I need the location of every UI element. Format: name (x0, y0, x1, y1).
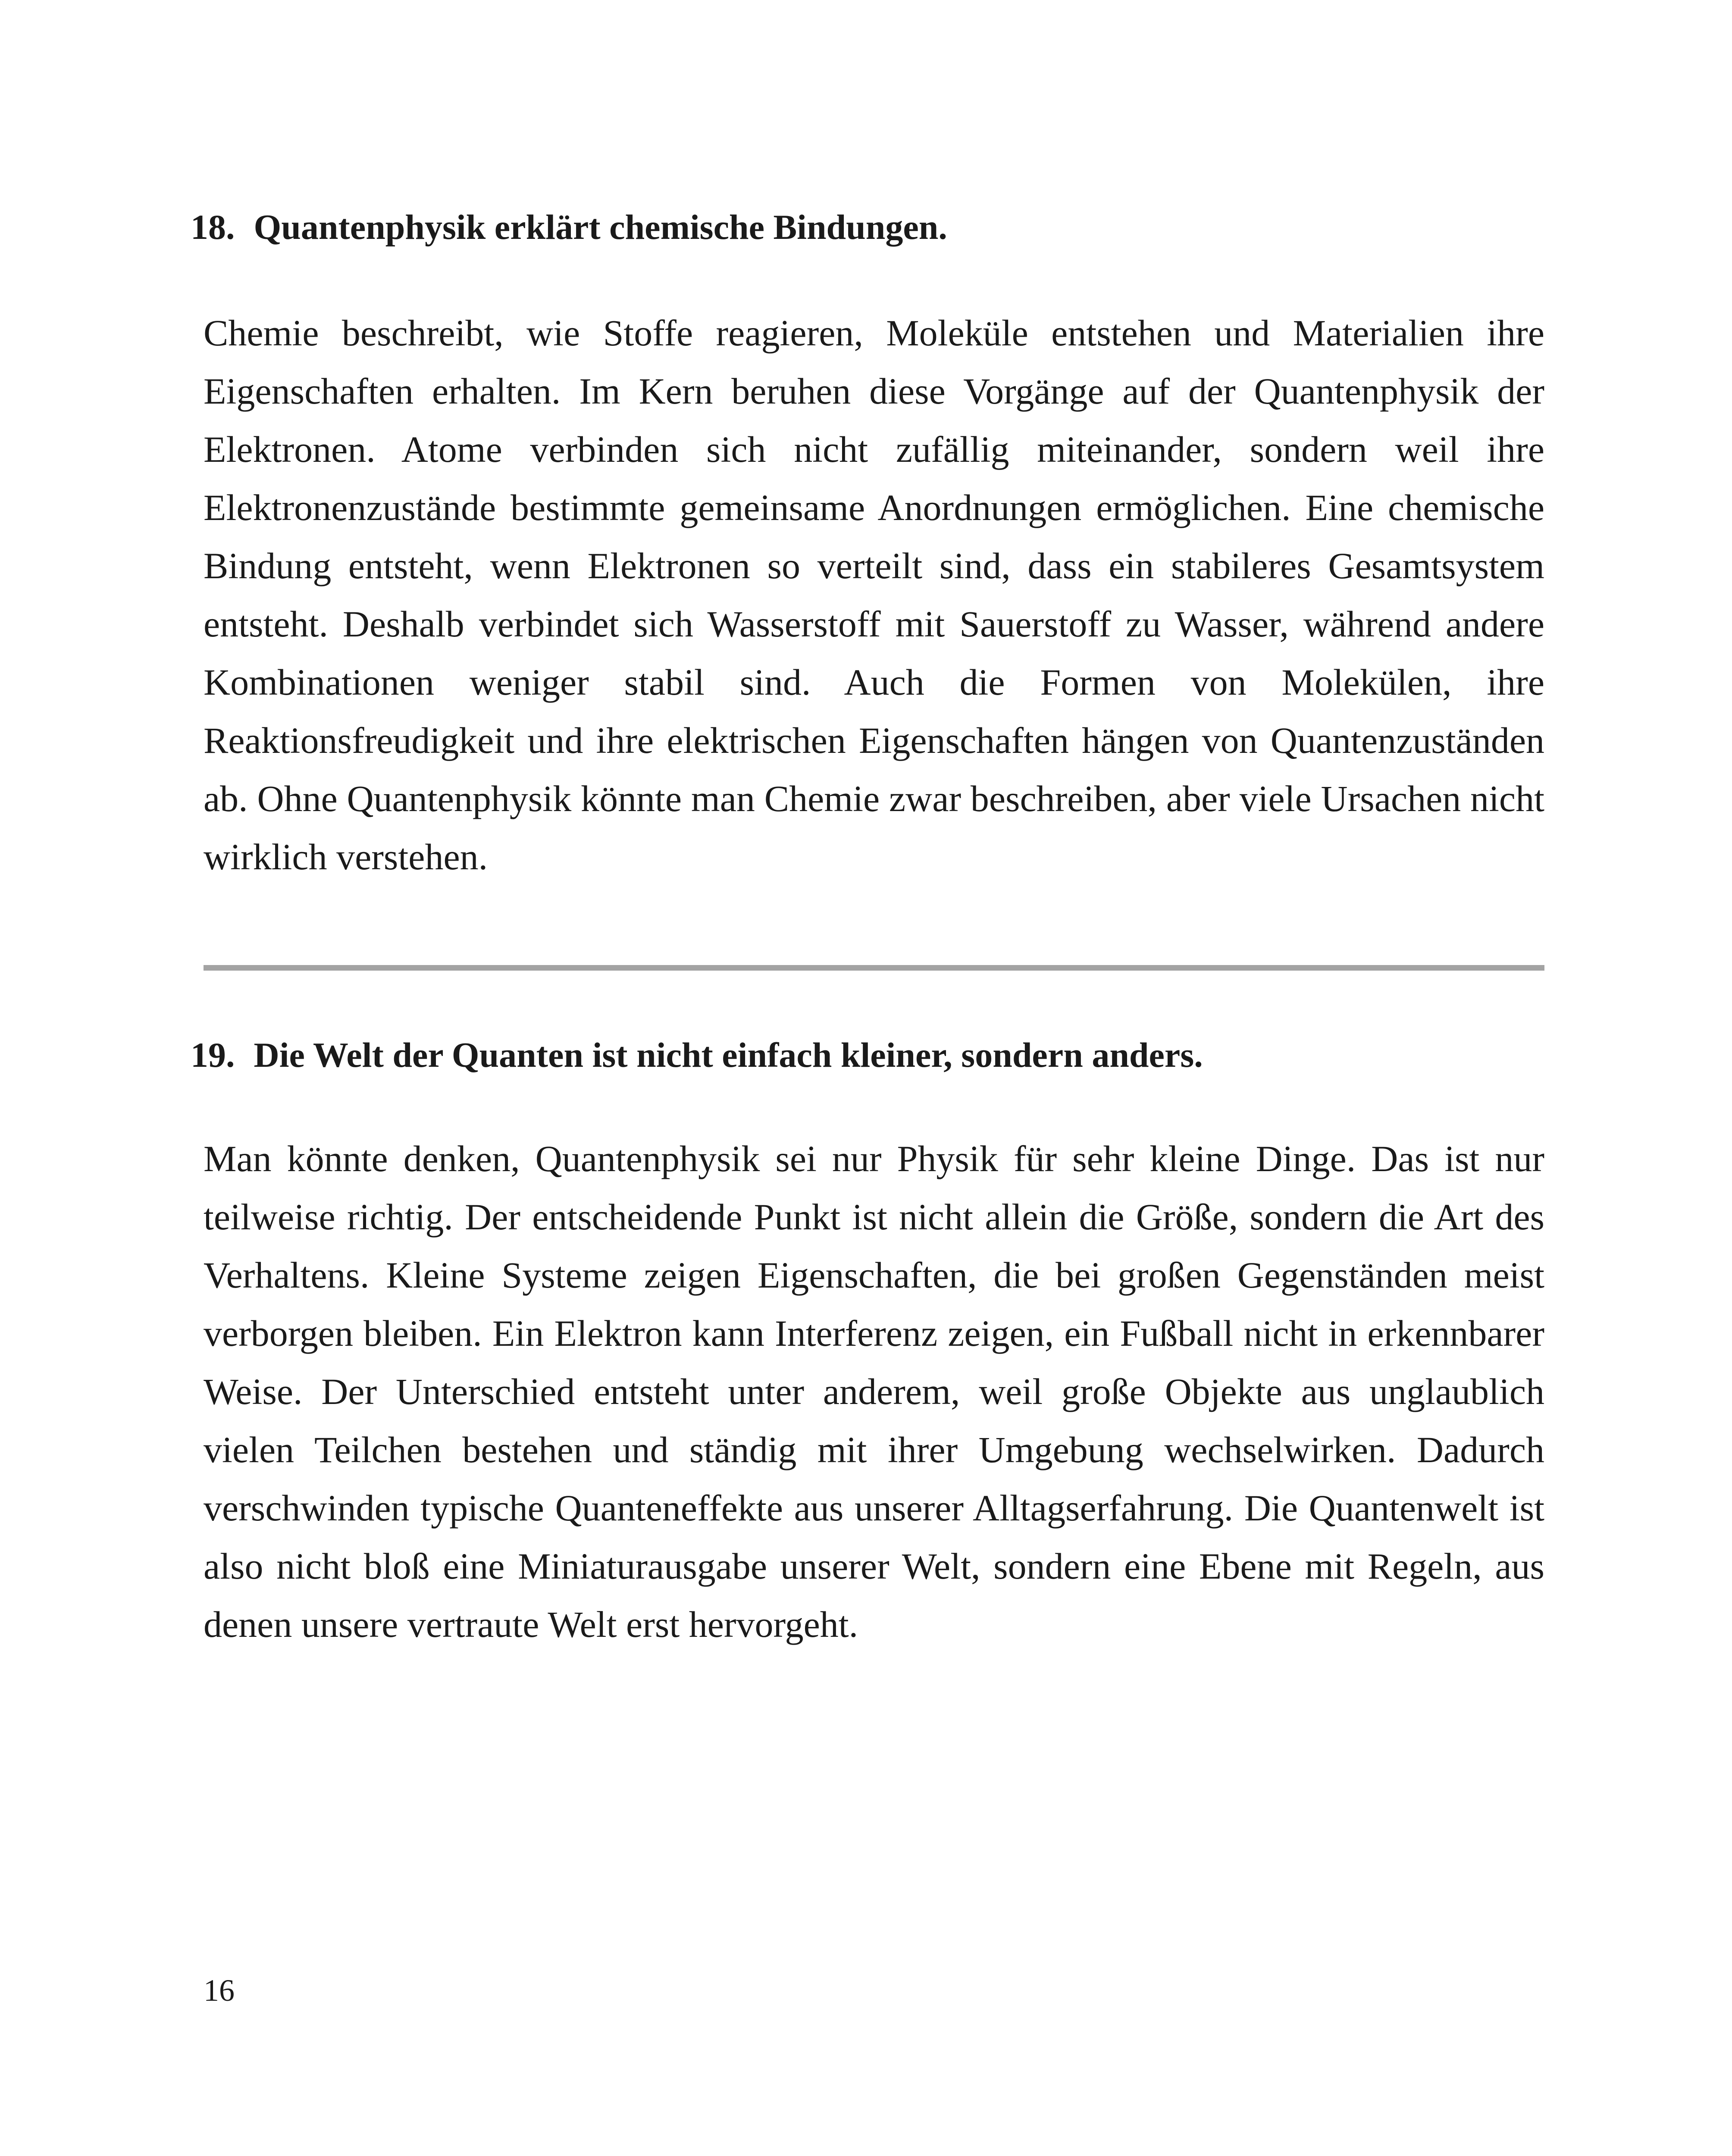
section-19-paragraph: Man könnte denken, Quantenphysik sei nur Physik für sehr kleine Dinge. Das ist nur teilweise richtig. Der entscheidende Punkt ist nicht allein die Größe, sondern die Art des Verhaltens. Kleine Systeme zeigen Eigenschaften, die bei großen Gegenständen meist verborgen bleiben. Ein Elektron kann Interferenz zeigen, ein Fußball nicht in erkennbarer Weise. Der Unterschied entsteht unter anderem, weil große Objekte aus unglaublich vielen Teilchen bestehen und ständig mit ihrer Umgebung wechselwirken. Dadurch verschwinden typische Quanteneffekte aus unserer Alltagserfahrung. Die Quantenwelt ist also nicht bloß eine Miniaturausgabe unserer Welt, sondern eine Ebene mit Regeln, aus denen unsere vertraute Welt erst hervorgeht. (204, 1138, 1544, 1645)
section-19-number: 19. (191, 1035, 235, 1075)
section-19-heading (191, 1034, 1544, 1076)
page-number: 16 (204, 1973, 235, 2008)
section-18-number: 18. (191, 207, 235, 247)
section-19-title: Die Welt der Quanten ist nicht einfach kleiner, sondern anders. (254, 1035, 1203, 1075)
section-divider (204, 965, 1544, 971)
section-18-heading (191, 206, 1544, 248)
section-18-paragraph: Chemie beschreibt, wie Stoffe reagieren, Moleküle entstehen und Materialien ihre Eigenschaften erhalten. Im Kern beruhen diese Vorgänge auf der Quantenphysik der Elektronen. Atome verbinden sich nicht zufällig miteinander, sondern weil ihre Elektronenzustände bestimmte gemeinsame Anordnungen ermöglichen. Eine chemische Bindung entsteht, wenn Elektronen so verteilt sind, dass ein stabileres Gesamtsystem entsteht. Deshalb verbindet sich Wasserstoff mit Sauerstoff zu Wasser, während andere Kombinationen weniger stabil sind. Auch die Formen von Molekülen, ihre Reaktionsfreudigkeit und ihre elektrischen Eigenschaften hängen von Quantenzuständen ab. Ohne Quantenphysik könnte man Chemie zwar beschreiben, aber viele Ursachen nicht wirklich verstehen. (204, 312, 1544, 877)
section-18-title: Quantenphysik erklärt chemische Bindungen. (254, 207, 947, 247)
